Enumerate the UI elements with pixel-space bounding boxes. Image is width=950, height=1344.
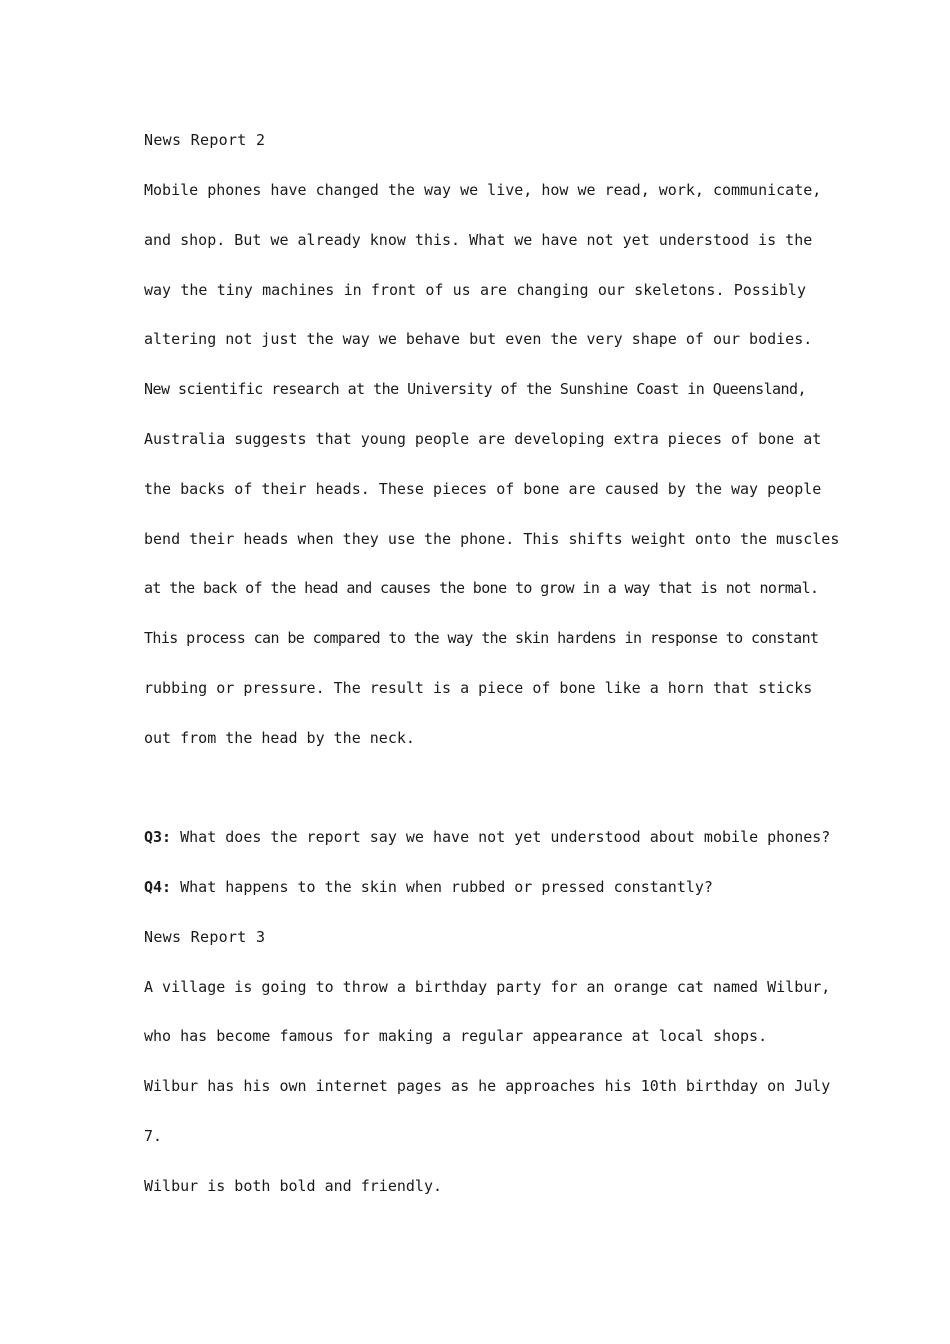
report-3-line-1: A village is going to throw a birthday party for an orange cat named Wilbur, [144,978,831,996]
report-3-line-2: who has become famous for making a regular appearance at local shops. [144,1027,768,1045]
question-q4-label: Q4: [144,878,172,896]
report-2-line-4: altering not just the way we behave but even the very shape of our bodies. [144,330,813,348]
report-2-line-5: New scientific research at the University of the Sunshine Coast in Queensland, [144,380,806,398]
question-q4 [144,874,806,900]
report-2-line-11: rubbing or pressure. The result is a piece of bone like a horn that sticks [144,679,813,697]
report-3-line-3: Wilbur has his own internet pages as he approaches his 10th birthday on July [144,1077,831,1095]
report-2-line-7: the backs of their heads. These pieces of bone are caused by the way people [144,480,822,498]
report-2-line-10: This process can be compared to the way the skin hardens in response to constant [144,629,819,647]
question-q3-text: What does the report say we have not yet understood about mobile phones? [171,828,831,846]
report-2-line-8: bend their heads when they use the phone. This shifts weight onto the muscles [144,530,840,548]
question-q3 [144,824,831,850]
report-2-line-9: at the back of the head and causes the bone to grow in a way that is not normal. [144,579,819,597]
report-2-line-12: out from the head by the neck. [144,729,415,747]
question-q3-label: Q3: [144,828,172,846]
report-2-line-3: way the tiny machines in front of us are changing our skeletons. Possibly [144,281,806,299]
report-2-line-2: and shop. But we already know this. What we have not yet understood is the [144,231,813,249]
question-q4-text: What happens to the skin when rubbed or pressed constantly? [171,878,713,896]
report-3-line-5: Wilbur is both bold and friendly. [144,1177,443,1195]
report-3-title: News Report 3 [144,928,266,946]
report-2-line-1: Mobile phones have changed the way we live, how we read, work, communicate, [144,181,822,199]
report-2-line-6: Australia suggests that young people are developing extra pieces of bone at [144,430,822,448]
report-3-line-4: 7. [144,1127,163,1145]
report-2-title: News Report 2 [144,131,266,149]
